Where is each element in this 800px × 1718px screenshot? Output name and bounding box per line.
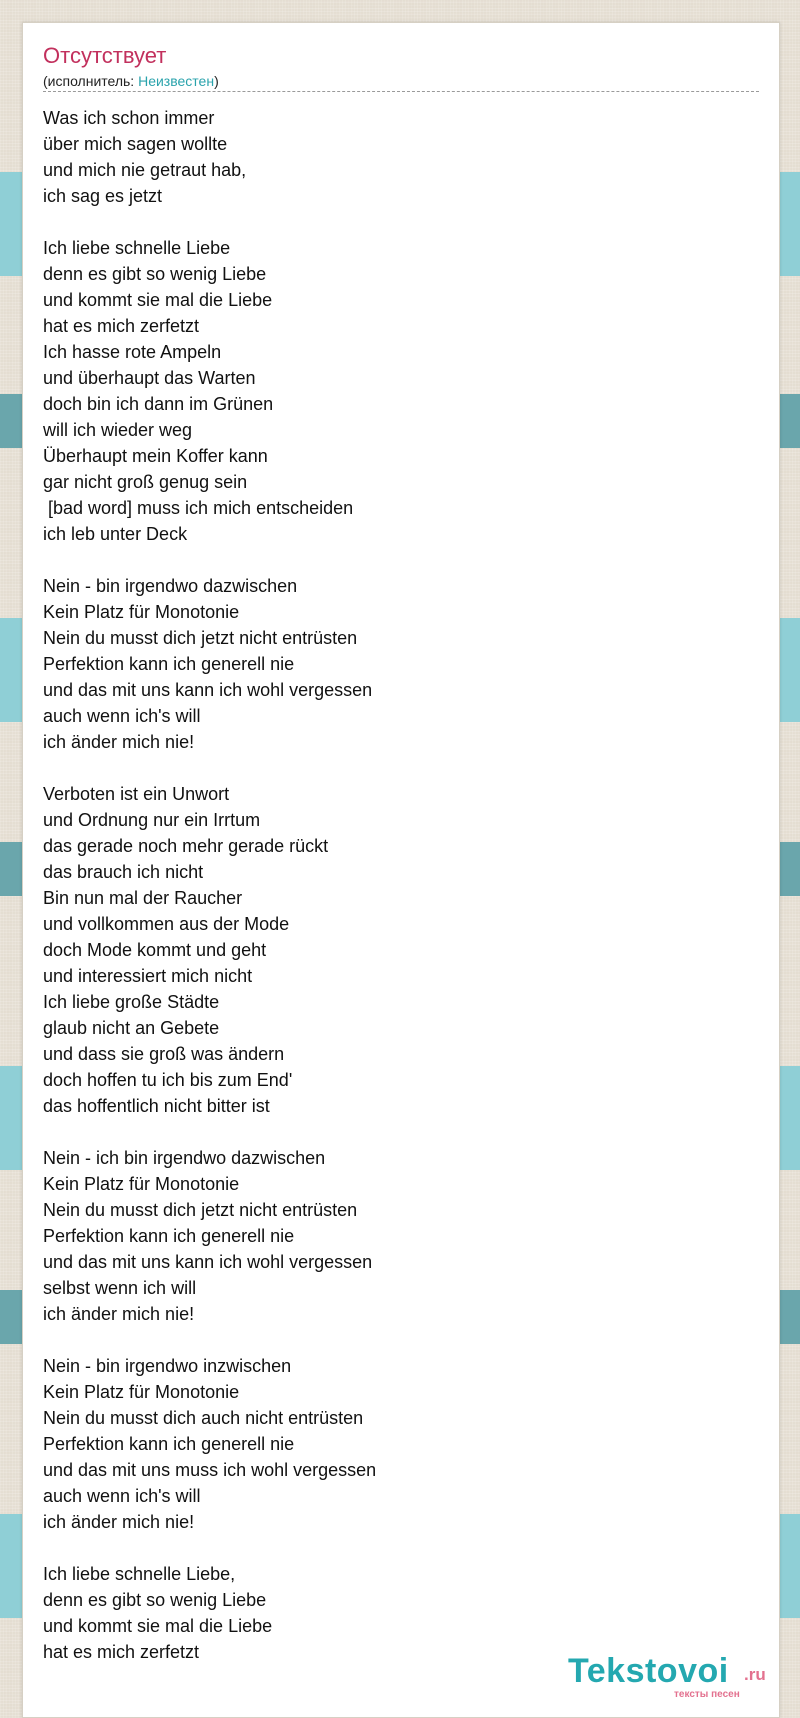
logo-name: Tekstovoi xyxy=(568,1652,729,1690)
artist-link[interactable]: Неизвестен xyxy=(138,73,215,89)
byline-prefix: (исполнитель: xyxy=(43,73,139,89)
song-title: Отсутствует xyxy=(43,43,167,68)
byline-suffix: ) xyxy=(214,73,219,89)
artist-byline xyxy=(43,73,759,92)
lyrics-text: Was ich schon immer über mich sagen wollte und mich nie getraut hab, ich sag es jetzt Ich liebe schnelle Liebe denn es gibt so wenig Liebe und kommt sie mal die Liebe hat es mich zerfetzt Ich hasse rote Ampeln und überhaupt das Warten doch bin ich dann im Grünen will ich wieder weg Überhaupt mein Koffer kann gar nicht groß genug sein [bad word] muss ich mich entscheiden ich leb unter Deck Nein - bin irgendwo dazwischen Kein Platz für Monotonie Nein du musst dich jetzt nicht entrüsten Perfektion kann ich generell nie und das mit uns kann ich wohl vergessen auch wenn ich's will ich änder mich nie! Verboten ist ein Unwort und Ordnung nur ein Irrtum das gerade noch mehr gerade rückt das brauch ich nicht Bin nun mal der Raucher und vollkommen aus der Mode doch Mode kommt und geht und interessiert mich nicht Ich liebe große Städte glaub nicht an Gebete und dass sie groß was ändern doch hoffen tu ich bis zum End' das hoffentlich nicht bitter ist Nein - ich bin irgendwo dazwischen Kein Platz für Monotonie Nein du musst dich jetzt nicht entrüsten Perfektion kann ich generell nie und das mit uns kann ich wohl vergessen selbst wenn ich will ich änder mich nie! Nein - bin irgendwo inzwischen Kein Platz für Monotonie Nein du musst dich auch nicht entrüsten Perfektion kann ich generell nie und das mit uns muss ich wohl vergessen auch wenn ich's will ich änder mich nie! Ich liebe schnelle Liebe, denn es gibt so wenig Liebe und kommt sie mal die Liebe hat es mich zerfetzt xyxy=(43,108,377,1662)
logo-tld: .ru xyxy=(744,1665,766,1684)
lyrics-card xyxy=(22,22,780,1718)
site-logo[interactable] xyxy=(568,1652,778,1700)
logo-tagline: тексты песен xyxy=(674,1689,740,1700)
